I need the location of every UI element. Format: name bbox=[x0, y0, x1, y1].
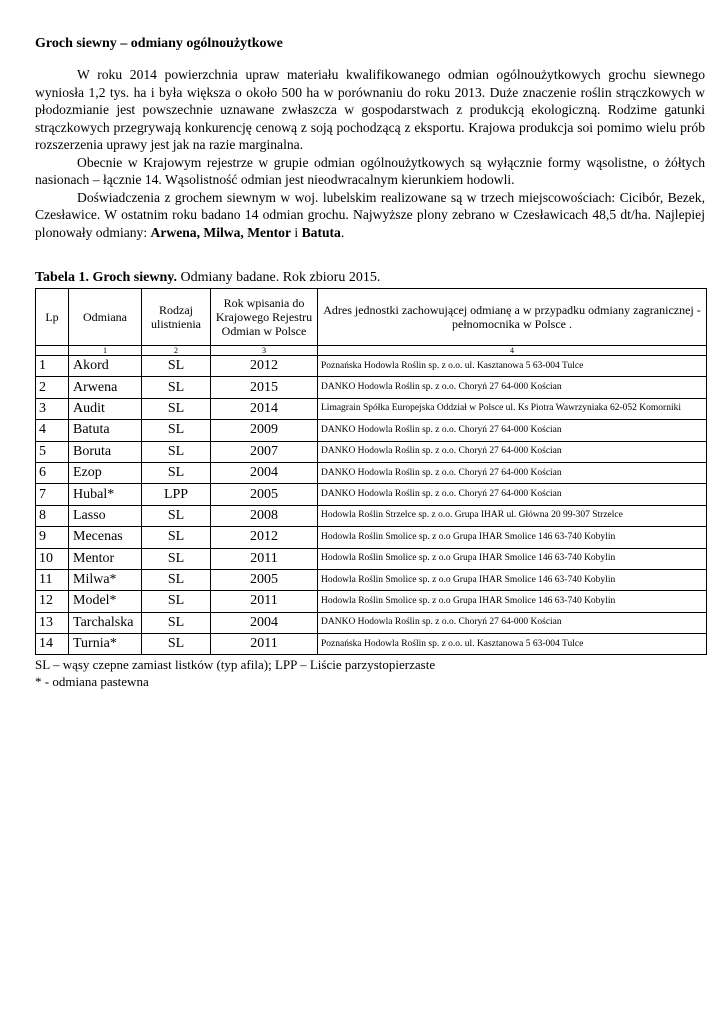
cell-adres: DANKO Hodowla Roślin sp. z o.o. Choryń 27 64-000 Kościan bbox=[318, 462, 707, 483]
column-number: 1 bbox=[69, 346, 142, 356]
column-number: 4 bbox=[318, 346, 707, 356]
table-caption-bold: Tabela 1. Groch siewny. bbox=[35, 270, 177, 285]
cell-rodzaj: SL bbox=[142, 527, 211, 548]
cell-adres: Hodowla Roślin Smolice sp. z o.o Grupa IHAR Smolice 146 63-740 Kobylin bbox=[318, 527, 707, 548]
cell-odmiana: Milwa* bbox=[69, 569, 142, 590]
table-header-row bbox=[36, 289, 707, 346]
cell-odmiana: Hubal* bbox=[69, 484, 142, 505]
cell-odmiana: Arwena bbox=[69, 377, 142, 398]
cell-rok: 2009 bbox=[211, 420, 318, 441]
cell-rok: 2011 bbox=[211, 548, 318, 569]
cell-rodzaj: SL bbox=[142, 377, 211, 398]
cell-rok: 2012 bbox=[211, 527, 318, 548]
cell-lp: 4 bbox=[36, 420, 69, 441]
table-row bbox=[36, 377, 707, 398]
cell-adres: Hodowla Roślin Smolice sp. z o.o Grupa IHAR Smolice 146 63-740 Kobylin bbox=[318, 548, 707, 569]
cell-rodzaj: SL bbox=[142, 569, 211, 590]
cell-adres: DANKO Hodowla Roślin sp. z o.o. Choryń 27 64-000 Kościan bbox=[318, 420, 707, 441]
cell-odmiana: Akord bbox=[69, 356, 142, 377]
cell-lp: 6 bbox=[36, 462, 69, 483]
conjunction: i bbox=[291, 224, 302, 240]
document-title: Groch siewny – odmiany ogólnoużytkowe bbox=[35, 36, 283, 51]
header-odmiana: Odmiana bbox=[69, 289, 142, 346]
cell-rok: 2011 bbox=[211, 591, 318, 612]
cell-adres: Limagrain Spółka Europejska Oddział w Polsce ul. Ks Piotra Wawrzyniaka 62-052 Komorniki bbox=[318, 398, 707, 419]
document-body bbox=[35, 66, 705, 241]
column-number bbox=[36, 346, 69, 356]
table-row bbox=[36, 462, 707, 483]
cell-rodzaj: LPP bbox=[142, 484, 211, 505]
varieties-table bbox=[35, 288, 707, 655]
cell-odmiana: Turnia* bbox=[69, 634, 142, 655]
separator-2: , bbox=[240, 224, 248, 240]
cell-odmiana: Boruta bbox=[69, 441, 142, 462]
paragraph-3 bbox=[35, 189, 705, 242]
cell-rodzaj: SL bbox=[142, 398, 211, 419]
cell-odmiana: Tarchalska bbox=[69, 612, 142, 633]
table-row bbox=[36, 356, 707, 377]
cell-rodzaj: SL bbox=[142, 591, 211, 612]
cell-lp: 8 bbox=[36, 505, 69, 526]
cell-odmiana: Model* bbox=[69, 591, 142, 612]
cell-rodzaj: SL bbox=[142, 441, 211, 462]
cell-rodzaj: SL bbox=[142, 420, 211, 441]
cell-rok: 2014 bbox=[211, 398, 318, 419]
cell-adres: Poznańska Hodowla Roślin sp. z o.o. ul. Kasztanowa 5 63-004 Tulce bbox=[318, 634, 707, 655]
variety-mentor: Mentor bbox=[247, 224, 291, 240]
cell-rodzaj: SL bbox=[142, 612, 211, 633]
cell-rodzaj: SL bbox=[142, 548, 211, 569]
cell-adres: DANKO Hodowla Roślin sp. z o.o. Choryń 27 64-000 Kościan bbox=[318, 441, 707, 462]
cell-lp: 3 bbox=[36, 398, 69, 419]
header-rodzaj: Rodzaj ulistnienia bbox=[142, 289, 211, 346]
cell-rodzaj: SL bbox=[142, 634, 211, 655]
variety-milwa: Milwa bbox=[203, 224, 241, 240]
cell-rodzaj: SL bbox=[142, 356, 211, 377]
column-number: 3 bbox=[211, 346, 318, 356]
cell-odmiana: Audit bbox=[69, 398, 142, 419]
cell-lp: 12 bbox=[36, 591, 69, 612]
cell-rok: 2011 bbox=[211, 634, 318, 655]
cell-adres: DANKO Hodowla Roślin sp. z o.o. Choryń 27 64-000 Kościan bbox=[318, 612, 707, 633]
cell-odmiana: Mecenas bbox=[69, 527, 142, 548]
paragraph-3-text: Doświadczenia z grochem siewnym w woj. lubelskim realizowane są w trzech miejscowościach: Cicibór, Bezek, Czesławice. W ostatnim roku badano 14 odmian grochu. Najwyższe plony zebrano w Czesławicach 48,5 dt/ha. Najlepiej plonowały odmiany: bbox=[35, 189, 705, 240]
cell-rok: 2015 bbox=[211, 377, 318, 398]
table-row bbox=[36, 441, 707, 462]
cell-odmiana: Ezop bbox=[69, 462, 142, 483]
cell-adres: Hodowla Roślin Strzelce sp. z o.o. Grupa IHAR ul. Główna 20 99-307 Strzelce bbox=[318, 505, 707, 526]
footnote-asterisk: * - odmiana pastewna bbox=[35, 674, 149, 689]
cell-lp: 5 bbox=[36, 441, 69, 462]
cell-adres: Poznańska Hodowla Roślin sp. z o.o. ul. Kasztanowa 5 63-004 Tulce bbox=[318, 356, 707, 377]
table-row bbox=[36, 420, 707, 441]
column-number: 2 bbox=[142, 346, 211, 356]
table-row bbox=[36, 505, 707, 526]
table-row bbox=[36, 634, 707, 655]
table-row bbox=[36, 591, 707, 612]
cell-rok: 2005 bbox=[211, 569, 318, 590]
table-caption-rest: Odmiany badane. Rok zbioru 2015. bbox=[176, 270, 381, 285]
column-number-row bbox=[36, 346, 707, 356]
cell-adres: DANKO Hodowla Roślin sp. z o.o. Choryń 27 64-000 Kościan bbox=[318, 377, 707, 398]
cell-rok: 2008 bbox=[211, 505, 318, 526]
table-row bbox=[36, 548, 707, 569]
cell-rodzaj: SL bbox=[142, 505, 211, 526]
table-row bbox=[36, 569, 707, 590]
table-caption bbox=[35, 270, 380, 286]
paragraph-1: W roku 2014 powierzchnia upraw materiału kwalifikowanego odmian ogólnoużytkowych grochu siewnego wyniosła 1,2 tys. ha i była większa o około 500 ha w porównaniu do roku 2013. Duże znaczenie roślin strączkowych w płodozmianie jest powszechnie uznawane zwłaszcza w gospodarstwach z produkcją ekologiczną. Rodzime gatunki strączkowych przegrywają konkurencję cenową z soją pochodzącą z eksportu. Krajowa produkcja soi pomimo wielu prób rozszerzenia uprawy jest jak na razie marginalna. bbox=[35, 67, 705, 152]
cell-lp: 10 bbox=[36, 548, 69, 569]
sentence-end: . bbox=[340, 224, 345, 240]
cell-adres: Hodowla Roślin Smolice sp. z o.o Grupa IHAR Smolice 146 63-740 Kobylin bbox=[318, 591, 707, 612]
variety-batuta: Batuta bbox=[301, 224, 341, 240]
footnote-legend: SL – wąsy czepne zamiast listków (typ afila); LPP – Liście parzystopierzaste bbox=[35, 657, 436, 672]
cell-adres: Hodowla Roślin Smolice sp. z o.o Grupa IHAR Smolice 146 63-740 Kobylin bbox=[318, 569, 707, 590]
cell-lp: 11 bbox=[36, 569, 69, 590]
cell-odmiana: Batuta bbox=[69, 420, 142, 441]
cell-lp: 2 bbox=[36, 377, 69, 398]
cell-lp: 9 bbox=[36, 527, 69, 548]
table-body bbox=[36, 356, 707, 655]
table-row bbox=[36, 398, 707, 419]
cell-rok: 2004 bbox=[211, 462, 318, 483]
cell-lp: 7 bbox=[36, 484, 69, 505]
cell-adres: DANKO Hodowla Roślin sp. z o.o. Choryń 27 64-000 Kościan bbox=[318, 484, 707, 505]
table-row bbox=[36, 612, 707, 633]
cell-lp: 14 bbox=[36, 634, 69, 655]
header-adres: Adres jednostki zachowującej odmianę a w przypadku odmiany zagranicznej - pełnomocnika w Polsce . bbox=[318, 289, 707, 346]
table-row bbox=[36, 484, 707, 505]
cell-rok: 2012 bbox=[211, 356, 318, 377]
cell-rok: 2005 bbox=[211, 484, 318, 505]
paragraph-2: Obecnie w Krajowym rejestrze w grupie odmian ogólnoużytkowych są wyłącznie formy wąsolistne, o żółtych nasionach – łącznie 14. Wąsolistność odmian jest nieodwracalnym kierunkiem hodowli. bbox=[35, 154, 705, 187]
header-lp: Lp bbox=[36, 289, 69, 346]
cell-odmiana: Lasso bbox=[69, 505, 142, 526]
cell-rodzaj: SL bbox=[142, 462, 211, 483]
cell-lp: 13 bbox=[36, 612, 69, 633]
header-rok: Rok wpisania do Krajowego Rejestru Odmian w Polsce bbox=[211, 289, 318, 346]
variety-arwena: Arwena bbox=[150, 224, 197, 240]
separator-1: , bbox=[196, 224, 204, 240]
cell-lp: 1 bbox=[36, 356, 69, 377]
cell-rok: 2007 bbox=[211, 441, 318, 462]
cell-rok: 2004 bbox=[211, 612, 318, 633]
table-row bbox=[36, 527, 707, 548]
cell-odmiana: Mentor bbox=[69, 548, 142, 569]
